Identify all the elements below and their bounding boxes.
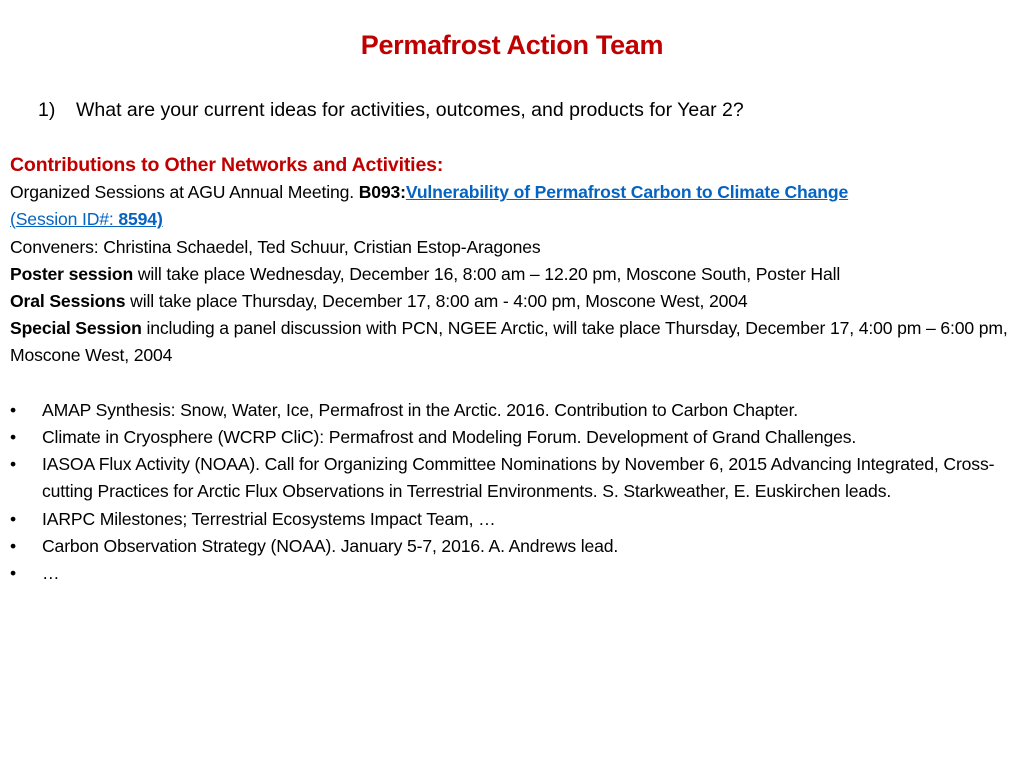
session-id-open: ( <box>10 209 16 230</box>
list-item <box>10 397 1015 424</box>
special-session-label: Special Session <box>10 318 142 339</box>
list-item-text: AMAP Synthesis: Snow, Water, Ice, Permafrost in the Arctic. 2016. Contribution to Carbon Chapter. <box>42 399 799 420</box>
poster-session-line <box>10 261 1015 288</box>
agu-sessions-line <box>10 179 1015 206</box>
list-item-text: Climate in Cryosphere (WCRP CliC): Permafrost and Modeling Forum. Development of Grand Challenges. <box>42 427 857 448</box>
session-code: B093: <box>358 182 406 203</box>
bullet-icon: • <box>10 563 17 584</box>
question-number: 1) <box>38 99 56 121</box>
bullet-icon: • <box>10 427 17 448</box>
special-session-line <box>10 315 1015 369</box>
session-id-value: 8594) <box>118 209 163 230</box>
section-heading: Contributions to Other Networks and Activities: <box>10 154 444 176</box>
slide-title: Permafrost Action Team <box>360 30 664 60</box>
list-item <box>10 451 1015 505</box>
session-id-label: Session ID#: <box>15 209 119 230</box>
special-session-text: including a panel discussion with PCN, NGEE Arctic, will take place Thursday, December 17, 4:00 pm – 6:00 pm, Moscone West, 2004 <box>10 318 1008 366</box>
question <box>38 97 744 123</box>
list-item <box>10 506 1015 533</box>
poster-session-text: will take place Wednesday, December 16, 8:00 am – 12.20 pm, Moscone South, Poster Hall <box>133 263 841 284</box>
list-item <box>10 560 1015 587</box>
list-item-text: Carbon Observation Strategy (NOAA). January 5-7, 2016. A. Andrews lead. <box>42 535 619 556</box>
contributions-section <box>10 152 1015 587</box>
contributions-list <box>10 397 1015 587</box>
bullet-icon: • <box>10 454 17 475</box>
question-text: What are your current ideas for activities, outcomes, and products for Year 2? <box>76 99 744 121</box>
list-item <box>10 424 1015 451</box>
list-item-text: … <box>42 563 60 584</box>
bullet-icon: • <box>10 535 17 556</box>
agu-intro-text: Organized Sessions at AGU Annual Meeting. <box>10 182 359 203</box>
oral-session-label: Oral Sessions <box>10 291 126 312</box>
oral-session-text: will take place Thursday, December 17, 8:00 am - 4:00 pm, Moscone West, 2004 <box>125 291 748 312</box>
spacer <box>10 370 1015 397</box>
bullet-icon: • <box>10 399 17 420</box>
oral-session-line <box>10 288 1015 315</box>
list-item <box>10 533 1015 560</box>
session-id-link[interactable] <box>10 209 163 229</box>
session-title-link[interactable]: Vulnerability of Permafrost Carbon to Climate Change <box>405 182 849 203</box>
list-item-text: IASOA Flux Activity (NOAA). Call for Organizing Committee Nominations by November 6, 2015 Advancing Integrated, Cross-cutting Practices for Arctic Flux Observations in Terrestrial Environments. S. Starkweather, E. Euskirchen leads. <box>42 454 995 502</box>
bullet-icon: • <box>10 508 17 529</box>
list-item-text: IARPC Milestones; Terrestrial Ecosystems Impact Team, … <box>42 508 496 529</box>
session-id-line <box>10 206 1015 233</box>
poster-session-label: Poster session <box>10 263 134 284</box>
conveners-line: Conveners: Christina Schaedel, Ted Schuur, Cristian Estop-Aragones <box>10 236 541 257</box>
